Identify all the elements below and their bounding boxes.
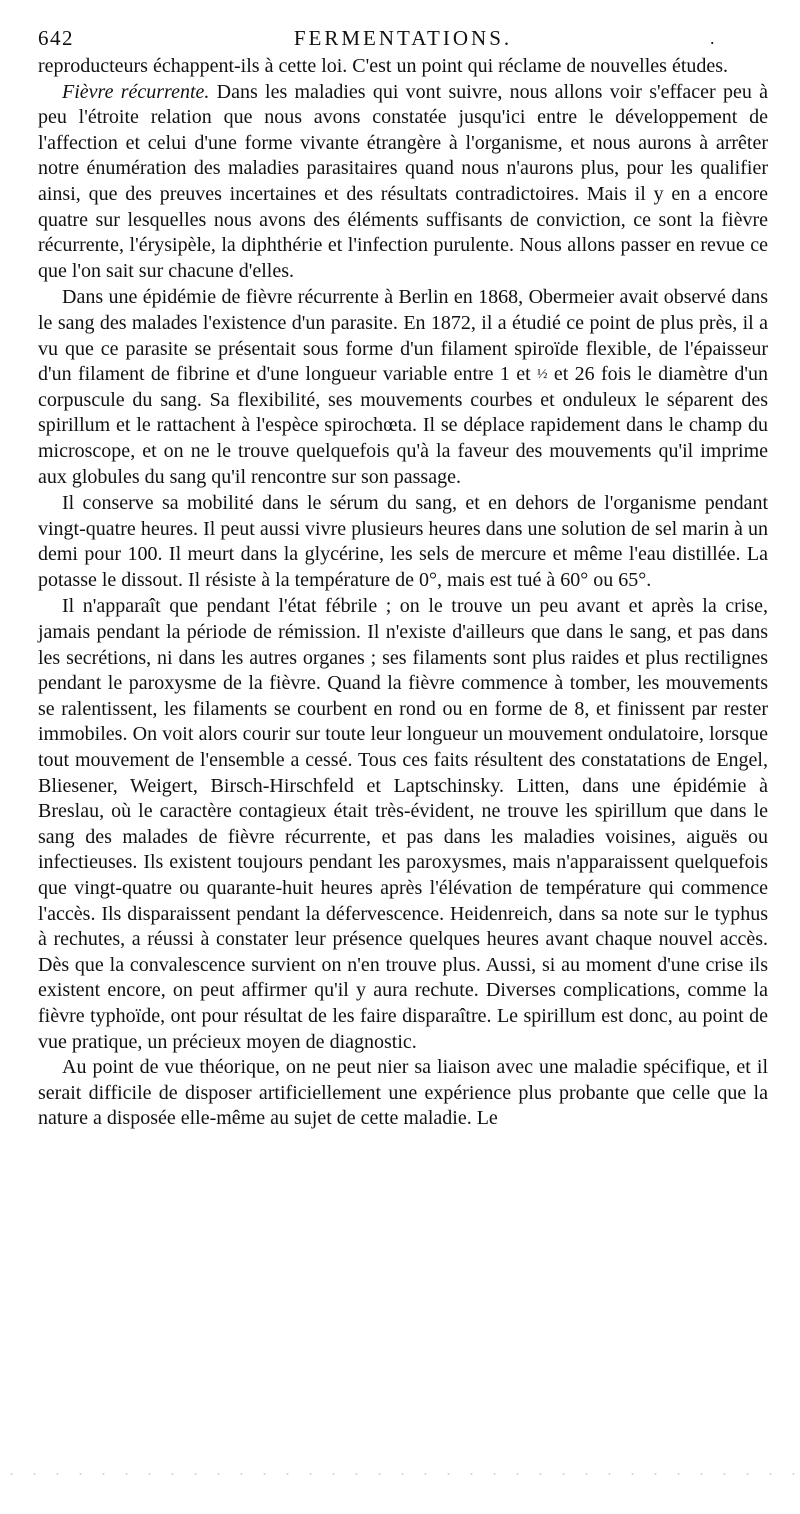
paragraph-fievre-recurrente xyxy=(38,80,768,285)
running-title: FERMENTATIONS. xyxy=(293,26,513,50)
paragraph-febrile-state: Il n'apparaît que pendant l'état fébrile ; on le trouve un peu avant et après la crise, jamais pendant la période de rémission. Il n'existe d'ailleurs que dans le sang, et pas dans les secrétions, ni dans les autres organes ; ses filaments sont plus raides et plus rectilignes pendant le paroxysme de la fièvre. Quand la fièvre commence à tomber, les mouvements se ralentissent, les filaments se courbent en rond ou en forme de 8, et finissent par rester immobiles. On voit alors courir sur toute leur longueur un mouvement ondulatoire, lorsque tout mouvement de l'ensemble a cessé. Tous ces faits résultent des constatations de Engel, Bliesener, Weigert, Birsch-Hirschfeld et Laptschinsky. Litten, dans une épidémie à Breslau, où le caractère contagieux était très-évident, ne trouve les spirillum que dans le sang des malades de fièvre récurrente, et pas dans les maladies voisines, aiguës ou infectieuses. Ils existent toujours pendant les paroxysmes, mais n'apparaissent quelquefois que vingt-quatre ou quarante-huit heures après l'élévation de température qui commence l'accès. Ils disparaissent pendant la défervescence. Heidenreich, dans sa note sur le typhus à rechutes, a réussi à constater leur présence quelques heures avant chaque nouvel accès. Dès que la convalescence survient on n'en trouve plus. Aussi, si au moment d'une crise ils existent encore, on peut affirmer qu'il y aura rechute. Diverses complications, comme la fièvre typhoïde, ont pour résultat de les faire disparaître. Le spirillum est donc, au point de vue pratique, un précieux moyen de diagnostic. xyxy=(38,595,768,1053)
document-page xyxy=(38,26,768,1132)
paragraph-theoretical: Au point de vue théorique, on ne peut nier sa liaison avec une maladie spécifique, et il serait difficile de disposer artificiellement une expérience plus probante que celle que la nature a disposée elle-même au sujet de cette maladie. Le xyxy=(38,1056,768,1130)
scan-artifact-line xyxy=(0,1472,800,1476)
paragraph-berlin-epidemic xyxy=(38,285,768,490)
paragraph-continuation: reproducteurs échappent-ils à cette loi. C'est un point qui réclame de nouvelles études. xyxy=(38,55,729,77)
paragraph-mobility: Il conserve sa mobilité dans le sérum du sang, et en dehors de l'organisme pendant vingt-quatre heures. Il peut aussi vivre plusieurs heures dans une solution de sel marin à un demi pour 100. Il meurt dans la glycérine, les sels de mercure et même l'eau distillée. La potasse le dissout. Il résiste à la température de 0°, mais est tué à 60° ou 65°. xyxy=(38,492,768,591)
page-header xyxy=(38,26,768,54)
header-mark: . xyxy=(710,28,716,48)
paragraph-text: Dans une épidémie de fièvre récurrente à Berlin en 1868, Obermeier avait observé dans le sang des malades l'existence d'un parasite. En 1872, il a étudié ce point de plus près, il a vu que ce parasite se présentait sous forme d'un filament spiroïde flexible, de l'épaisseur d'un filament de fibrine et d'une longueur variable entre 1 et xyxy=(38,286,768,386)
section-lead-italic: Fièvre récurrente. xyxy=(62,80,210,103)
fraction-half: ½ xyxy=(537,367,548,383)
paragraph-text: et 26 fois le diamètre d'un corpuscule du sang. Sa flexibilité, ses mouvements courbes et onduleux le séparent des spirillum et le rattachent à l'espèce spirochœta. Il se déplace rapidement dans le champ du microscope, et on ne le trouve quelquefois qu'à la faveur des mouvements qu'il imprime aux globules du sang qu'il rencontre sur son passage. xyxy=(38,363,768,488)
paragraph-text: Dans les maladies qui vont suivre, nous allons voir s'effacer peu à peu l'étroite relation que nous avons constatée jusqu'ici entre le développement de l'affection et celui d'une forme vivante étrangère à l'organisme, et nous aurons à arrêter notre énumération des maladies parasitaires quand nous n'aurons plus, pour les qualifier ainsi, que des preuves incertaines et des résultats contradictoires. Mais il y en a encore quatre sur lesquelles nous avons des éléments suffisants de conviction, ce sont la fièvre récurrente, l'érysipèle, la diphthérie et l'infection purulente. Nous allons passer en revue ce que l'on sait sur chacune d'elles. xyxy=(38,80,768,282)
page-number: 642 xyxy=(38,26,74,50)
body-text xyxy=(38,54,768,1132)
